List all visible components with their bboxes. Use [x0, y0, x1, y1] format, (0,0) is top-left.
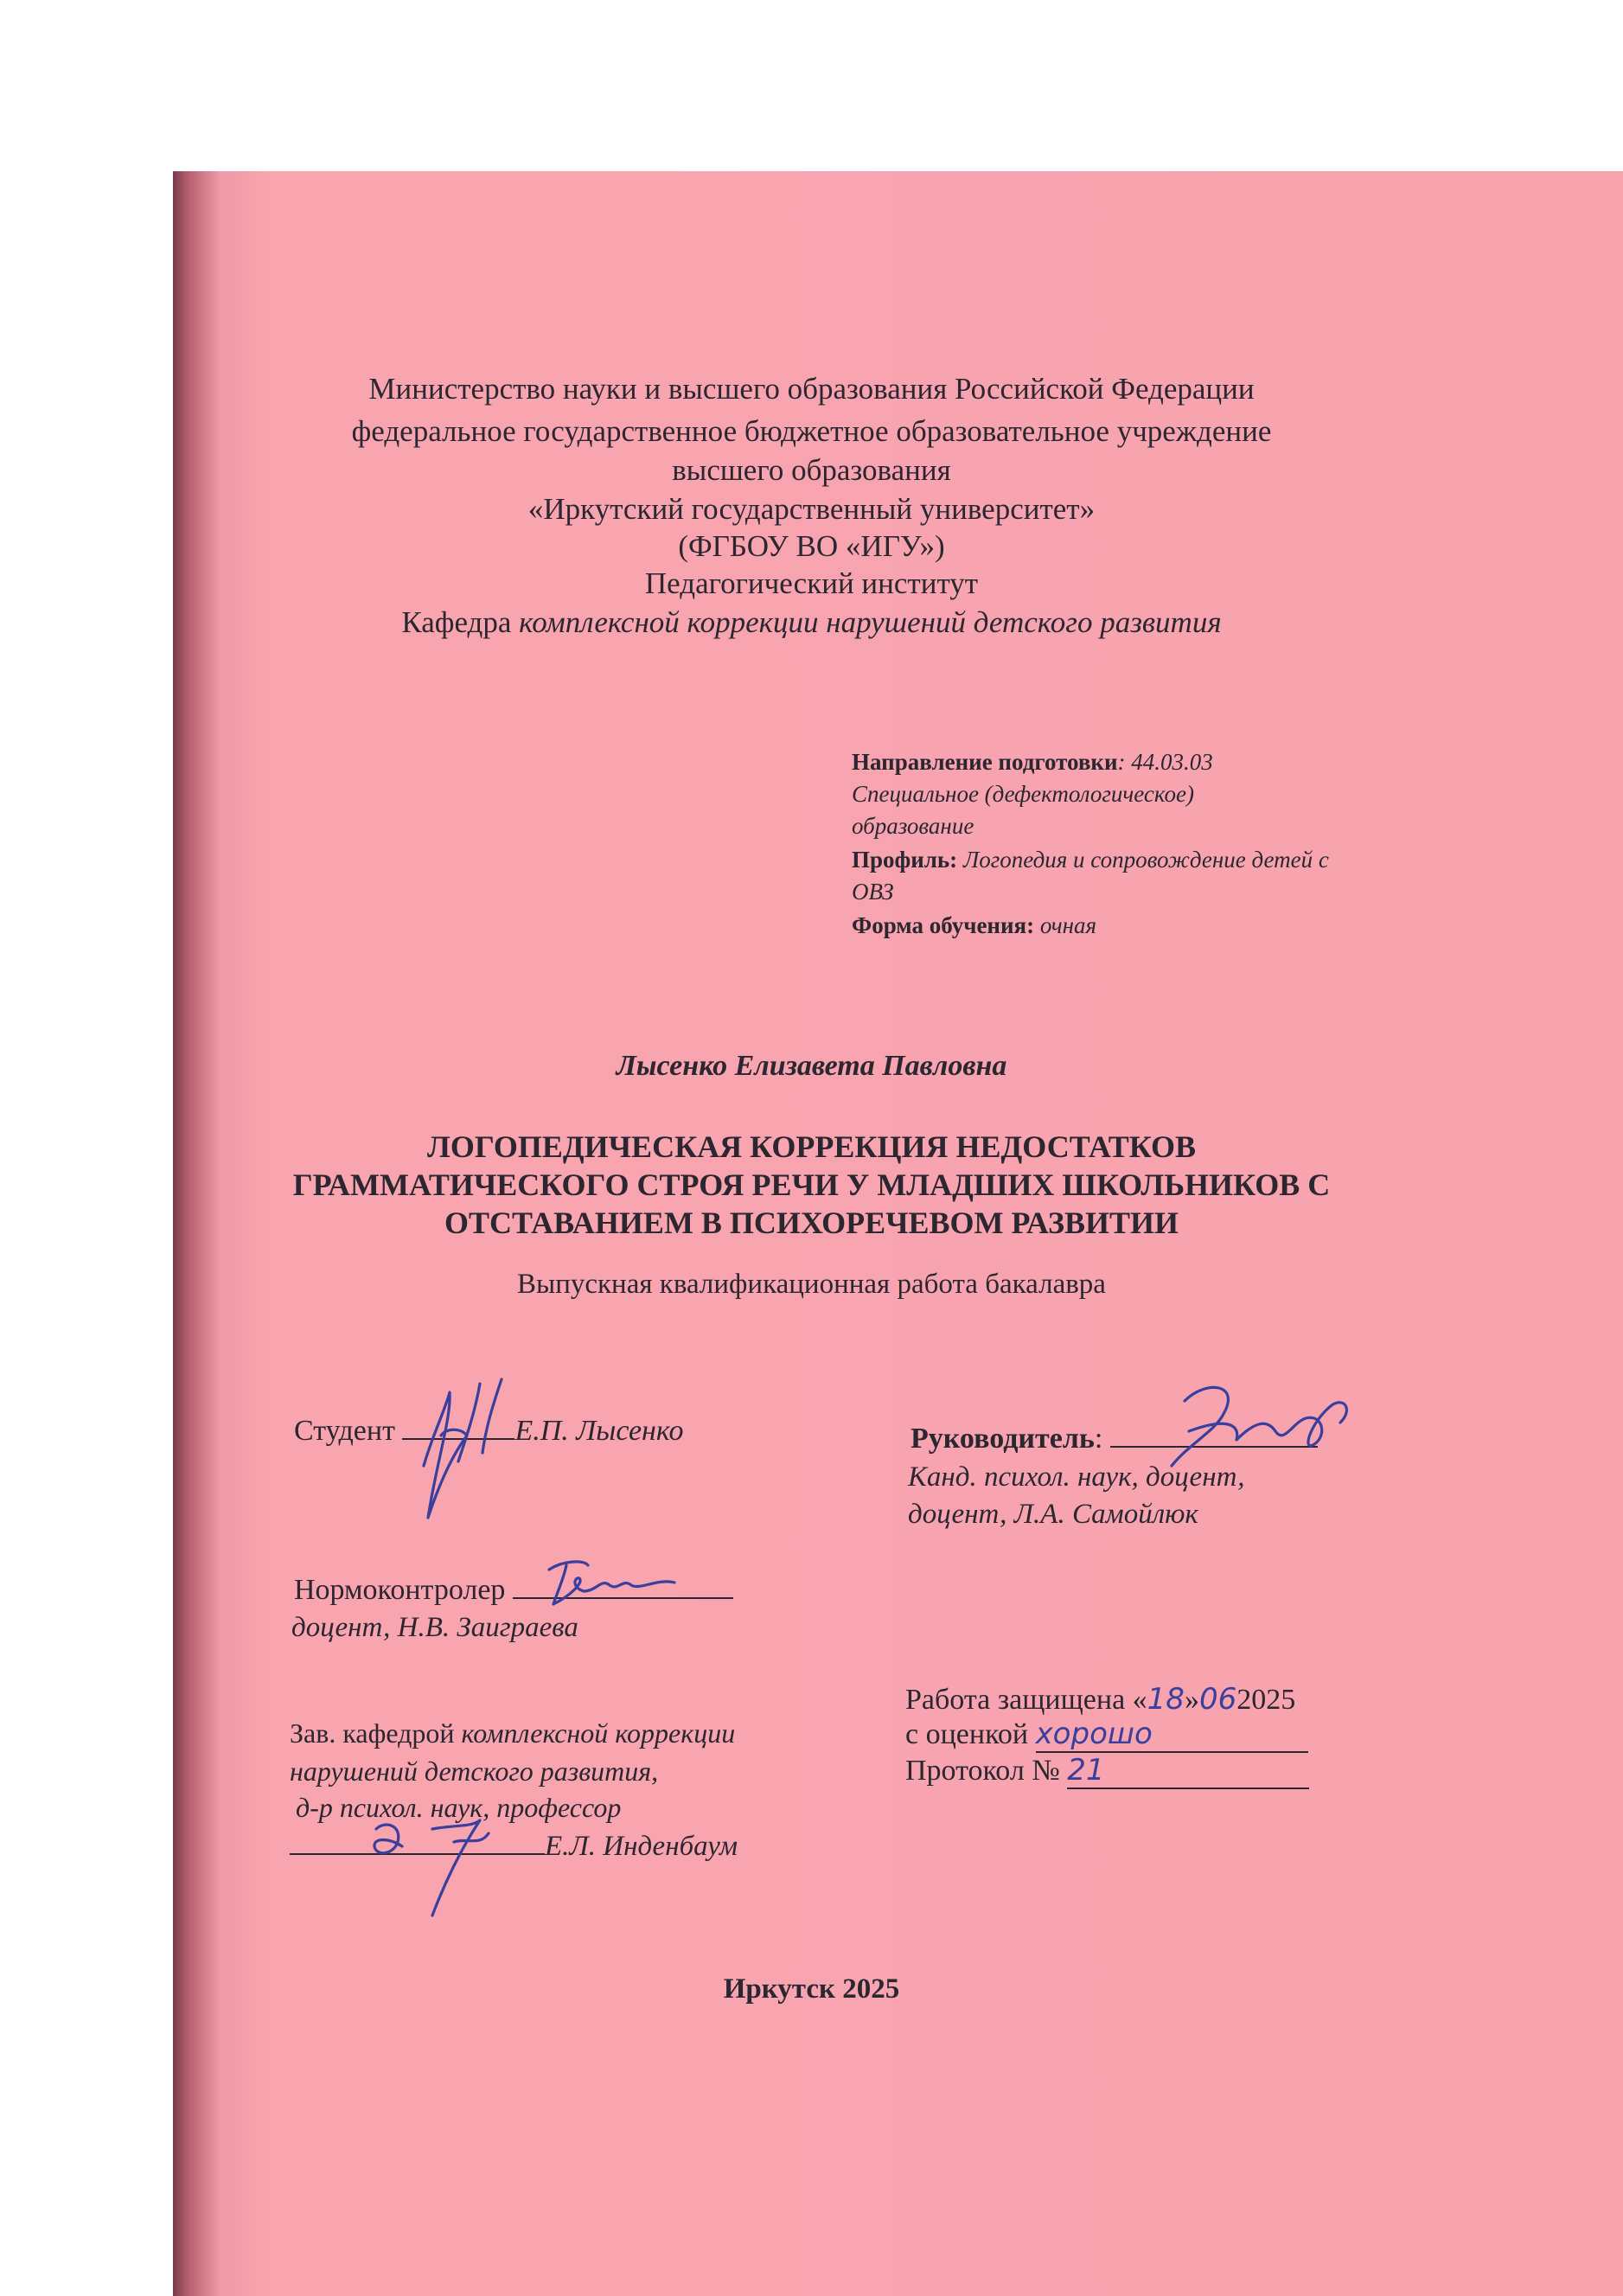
supervisor-details-1: Канд. психол. наук, доцент, [908, 1461, 1245, 1493]
defense-year: 2025 [1236, 1684, 1296, 1716]
head-signature [350, 1794, 523, 1920]
education-level-line: высшего образования [672, 453, 951, 487]
profile-label: Профиль: [852, 847, 958, 873]
protocol-value: 21 [1067, 1753, 1309, 1789]
supervisor-details-2: доцент, Л.А. Самойлюк [908, 1499, 1198, 1530]
normocontrol-label: Нормоконтролер [294, 1574, 513, 1606]
abbreviation-line: (ФГБОУ ВО «ИГУ») [678, 529, 945, 563]
direction-code: : 44.03.03 [1117, 749, 1213, 775]
head-degree: д-р психол. наук, профессор [296, 1792, 622, 1823]
profile-value-2: ОВЗ [852, 879, 894, 905]
institute-line: Педагогический институт [644, 566, 979, 600]
student-label: Студент [294, 1415, 403, 1447]
work-type: Выпускная квалификационная работа бакалавра [517, 1269, 1106, 1300]
ministry-line: Министерство науки и высшего образования Российской Федерации [368, 372, 1255, 406]
direction-line [852, 749, 1213, 776]
title-line-1: ЛОГОПЕДИЧЕСКАЯ КОРРЕКЦИЯ НЕДОСТАТКОВ [427, 1129, 1196, 1164]
student-name: Е.П. Лысенко [514, 1415, 684, 1447]
profile-value: Логопедия и сопровождение детей с [957, 847, 1329, 873]
supervisor-colon: : [1094, 1423, 1103, 1455]
department-line [0, 605, 1623, 640]
direction-name-2: образование [852, 813, 974, 839]
profile-line [852, 847, 1329, 873]
head-dept-1: комплексной коррекции [461, 1717, 736, 1749]
direction-name-1: Специальное (дефектологическое) [852, 781, 1194, 807]
head-label: Зав. кафедрой [290, 1717, 462, 1749]
defense-line [905, 1682, 1295, 1717]
defense-label: Работа защищена « [905, 1684, 1147, 1716]
head-dept-2: нарушений детского развития, [290, 1756, 659, 1787]
protocol-label: Протокол № [905, 1755, 1068, 1787]
grade-value: хорошо [1036, 1717, 1308, 1753]
head-name: Е.Л. Инденбаум [545, 1831, 738, 1862]
defense-day: 18 [1147, 1682, 1185, 1717]
institution-type-line: федеральное государственное бюджетное образовательное учреждение [351, 414, 1272, 448]
grade-line [905, 1717, 1308, 1753]
defense-month: 06 [1198, 1682, 1237, 1717]
department-prefix: Кафедра [401, 605, 520, 639]
direction-label: Направление подготовки [852, 749, 1118, 775]
title-line-3: ОТСТАВАНИЕМ В ПСИХОРЕЧЕВОМ РАЗВИТИИ [444, 1206, 1179, 1240]
form-label: Форма обучения: [852, 912, 1035, 938]
normocontrol-details: доцент, Н.В. Заиграева [291, 1612, 578, 1643]
author-name: Лысенко Елизавета Павловна [616, 1050, 1007, 1082]
form-value: очная [1034, 912, 1097, 938]
supervisor-label: Руководитель [911, 1423, 1095, 1455]
title-line-2: ГРАММАТИЧЕСКОГО СТРОЯ РЕЧИ У МЛАДШИХ ШКОЛЬНИКОВ С [292, 1167, 1331, 1202]
grade-label: с оценкой [905, 1718, 1036, 1750]
department-name: комплексной коррекции нарушений детского развития [519, 605, 1222, 639]
form-line [852, 912, 1096, 939]
supervisor-signature [1154, 1371, 1362, 1492]
city-year: Иркутск 2025 [723, 1973, 900, 2005]
normocontrol-signature [536, 1552, 683, 1613]
head-line [290, 1717, 735, 1749]
protocol-line [905, 1753, 1309, 1789]
student-signature [406, 1358, 519, 1526]
defense-mid: » [1184, 1684, 1199, 1716]
university-line: «Иркутский государственный университет» [527, 492, 1096, 526]
